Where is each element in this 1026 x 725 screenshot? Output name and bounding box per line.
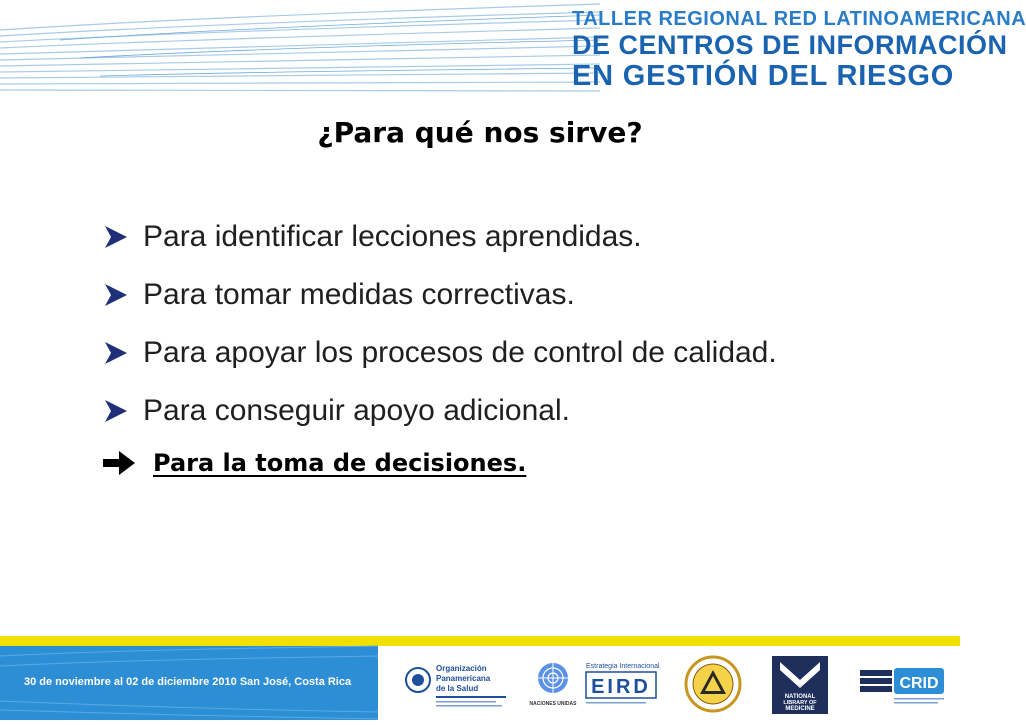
bullet-item: [103, 218, 863, 255]
header-line-3: EN GESTIÓN DEL RIESGO: [572, 60, 955, 92]
header-line-1: TALLER REGIONAL RED LATINOAMERICANA: [572, 8, 1026, 30]
bullet-text: Para apoyar los procesos de control de calidad.: [143, 336, 777, 369]
bullet-item: [103, 392, 863, 429]
nlm-logo: [772, 656, 828, 714]
bullet-item: [103, 276, 863, 313]
cne-seal-logo: [684, 654, 742, 714]
workshop-header: [572, 8, 1026, 92]
conclusion-item: [103, 446, 863, 480]
eird-main: EIRD: [591, 676, 651, 698]
nlm-line-2: LIBRARY OF: [783, 700, 817, 706]
arrowhead-bullet-icon: [103, 398, 129, 424]
header-line-2: DE CENTROS DE INFORMACIÓN: [572, 30, 1008, 60]
crid-logo: [858, 660, 950, 708]
ops-line-2: Panamericana: [436, 674, 491, 683]
arrowhead-bullet-icon: [103, 282, 129, 308]
bullet-text: Para tomar medidas correctivas.: [143, 278, 575, 311]
ops-logo: [404, 658, 512, 710]
un-label: NACIONES UNIDAS: [529, 701, 577, 707]
footer-yellow-stripe: [0, 636, 960, 646]
bullet-item: [103, 334, 863, 371]
bullet-list: [103, 218, 863, 480]
slide-title: ¿Para qué nos sirve?: [317, 116, 643, 149]
arrowhead-bullet-icon: [103, 224, 129, 250]
nlm-line-1: NATIONAL: [784, 694, 816, 700]
eird-logo: [584, 658, 664, 710]
arrowhead-bullet-icon: [103, 340, 129, 366]
un-logo: [530, 660, 576, 710]
crid-label: CRID: [899, 675, 939, 692]
right-arrow-icon: [103, 450, 137, 476]
partner-logos: [378, 646, 960, 720]
ops-line-3: de la Salud: [436, 684, 479, 693]
header-wave-lines: [0, 0, 600, 110]
ops-line-1: Organización: [436, 664, 487, 673]
nlm-line-3: MEDICINE: [785, 706, 815, 712]
eird-small: Estrategia Internacional: [586, 663, 660, 670]
bullet-text: Para conseguir apoyo adicional.: [143, 394, 570, 427]
event-date-location: 30 de noviembre al 02 de diciembre 2010 San José, Costa Rica: [24, 676, 352, 688]
bullet-text: Para identificar lecciones aprendidas.: [143, 220, 642, 253]
conclusion-text: Para la toma de decisiones.: [153, 449, 527, 477]
